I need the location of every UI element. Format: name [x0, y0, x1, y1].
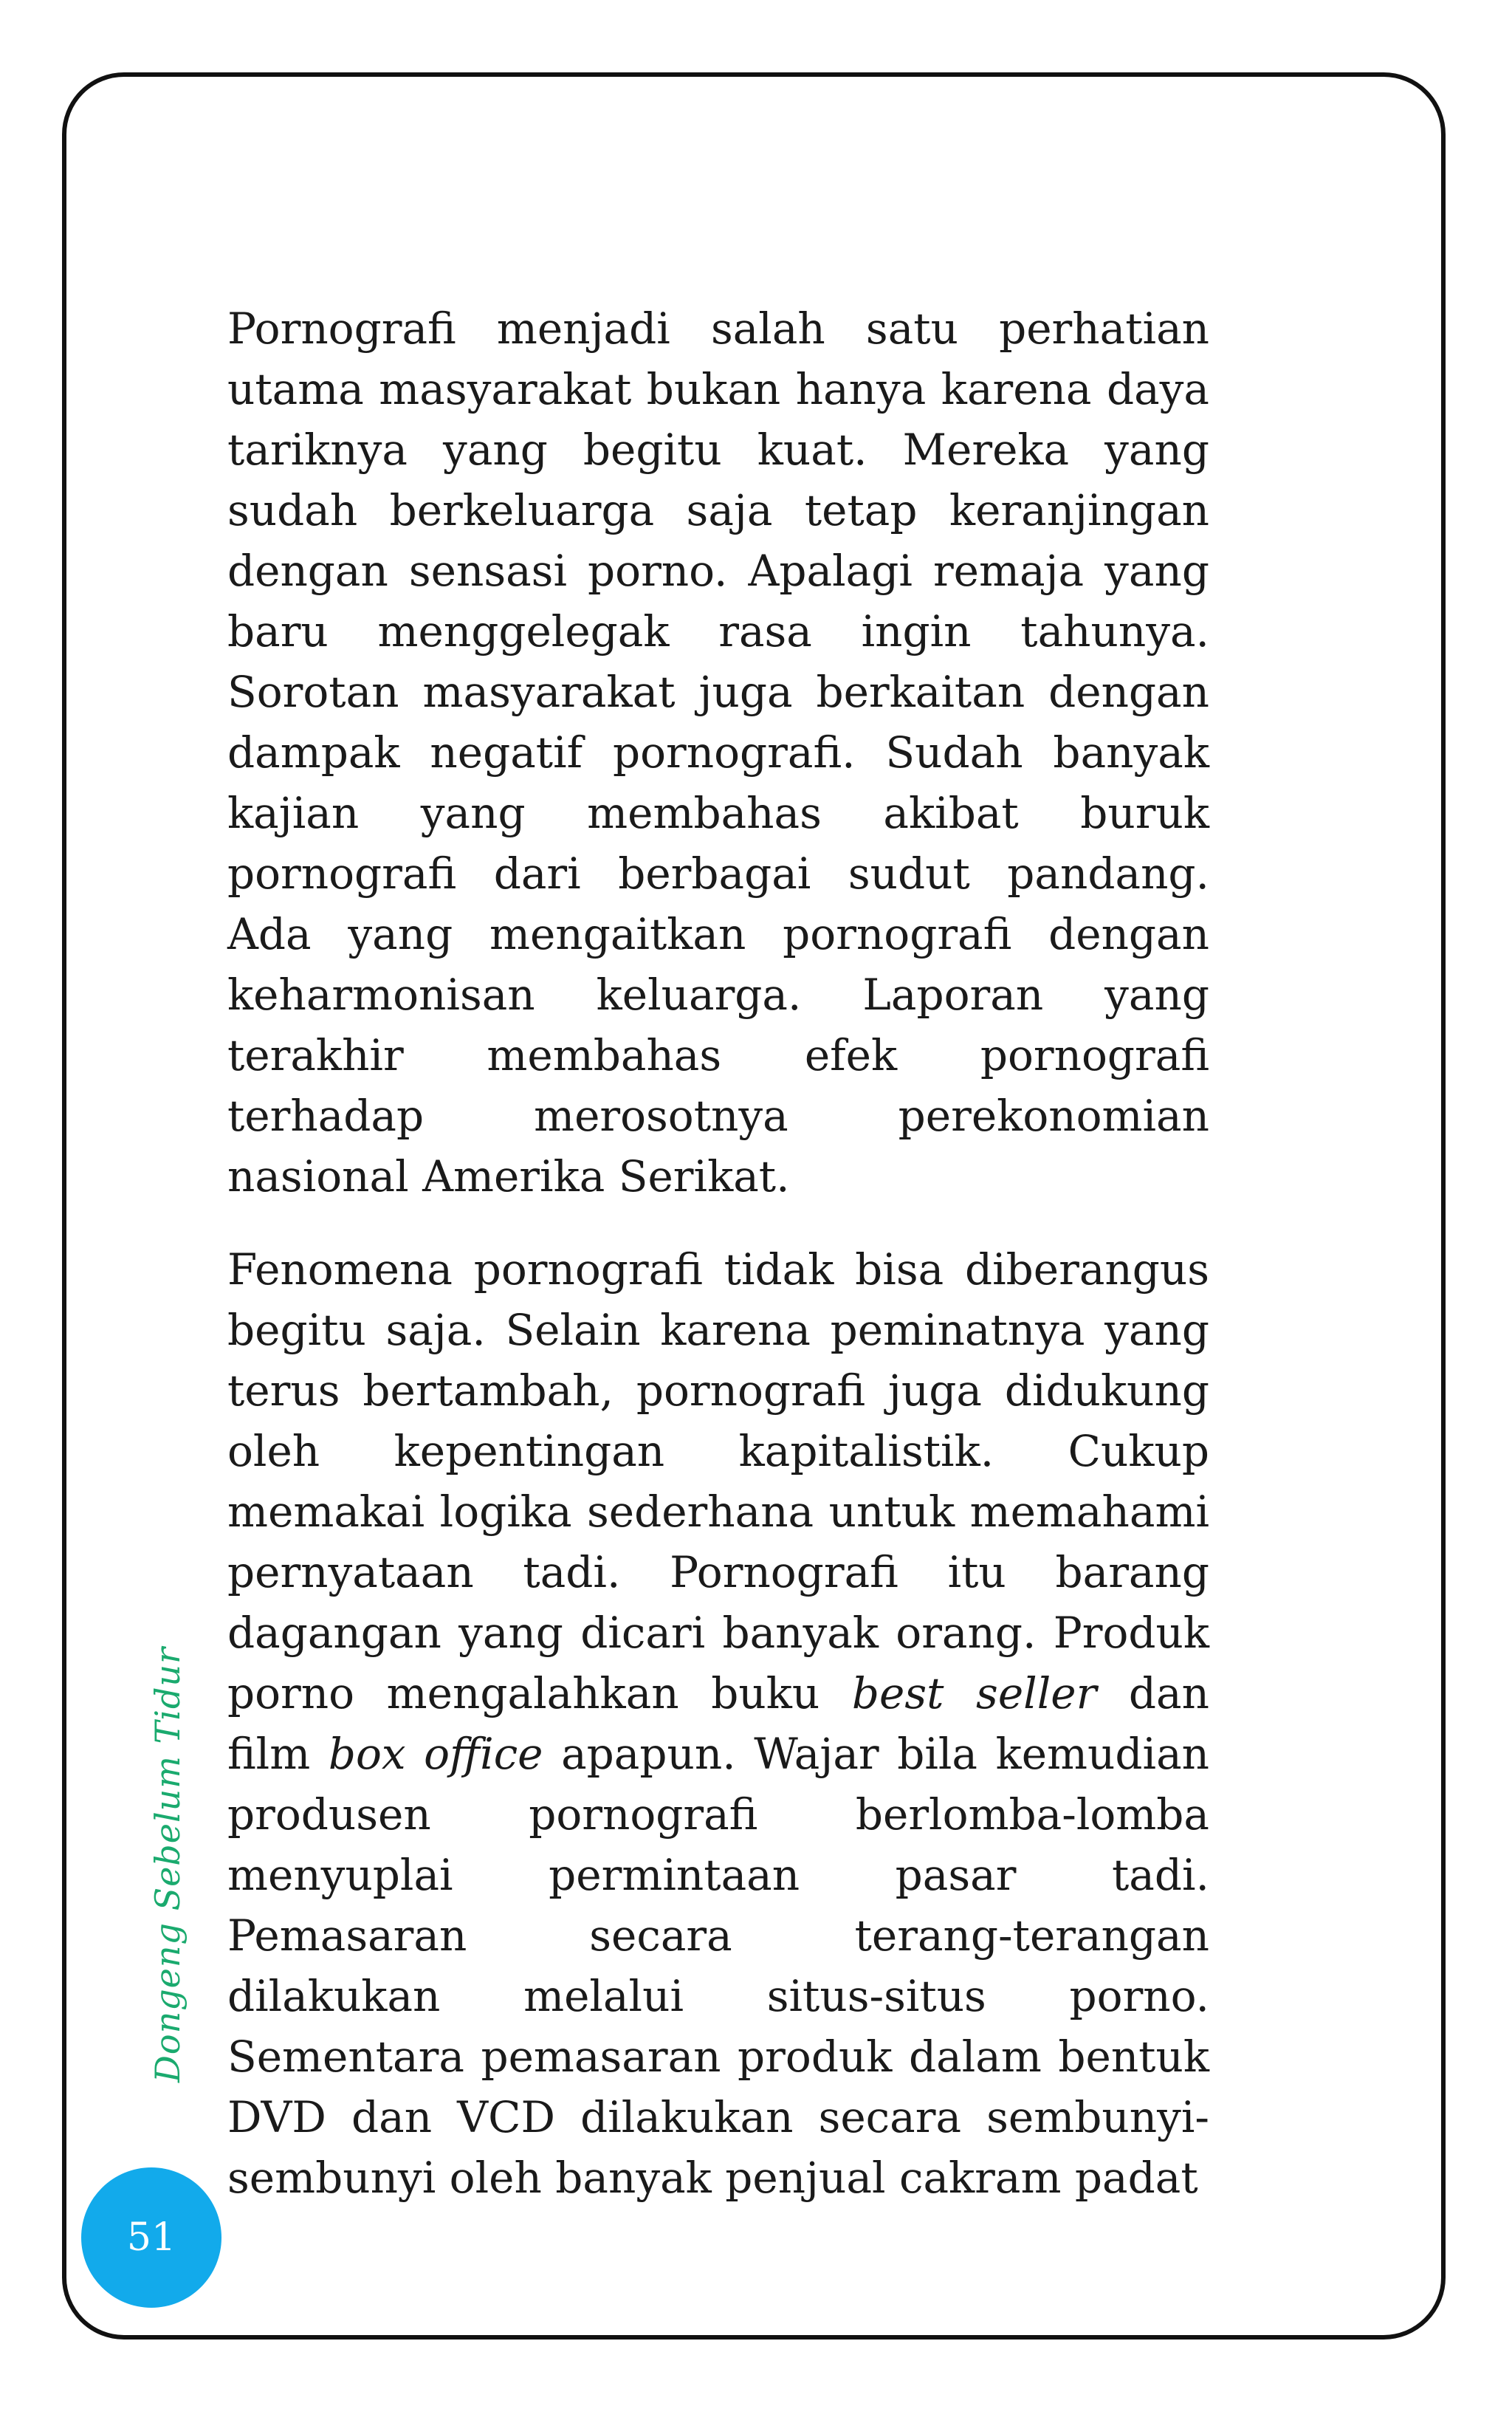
italic-box-office: box office — [328, 1729, 543, 1779]
page-number-badge — [81, 2167, 221, 2308]
body-text — [227, 298, 1209, 2208]
running-title: Dongeng Sebelum Tidur — [148, 1646, 188, 2083]
paragraph-2-part-2: dan film — [227, 1668, 1209, 1779]
paragraph-2 — [227, 1239, 1209, 2208]
paragraph-2-part-1: Fenomena pornografi tidak bisa diberangus begitu saja. Selain karena peminatnya yang terus bertambah, pornografi juga didukung oleh kepentingan kapitalistik. Cukup memakai logika sederhana untuk memahami pernyataan tadi. Pornografi itu barang dagangan yang dicari banyak orang. Produk porno mengalahkan buku — [227, 1244, 1209, 1718]
page-number: 51 — [126, 2215, 176, 2260]
italic-best-seller: best seller — [851, 1668, 1097, 1718]
paragraph-2-part-3: apapun. Wajar bila kemudian produsen pornografi berlomba-lomba menyuplai permintaan pasar tadi. Pemasaran secara terang-terangan dilakukan melalui situs-situs porno. Sementara pemasaran produk dalam bentuk DVD dan VCD dilakukan secara sembunyi-sembunyi oleh banyak penjual cakram padat — [227, 1729, 1210, 2203]
paragraph-1: Pornografi menjadi salah satu perhatian utama masyarakat bukan hanya karena daya tariknya yang begitu kuat. Mereka yang sudah berkeluarga saja tetap keranjingan dengan sensasi porno. Apalagi remaja yang baru menggelegak rasa ingin tahunya. Sorotan masyarakat juga berkaitan dengan dampak negatif pornografi. Sudah banyak kajian yang membahas akibat buruk pornografi dari berbagai sudut pandang. Ada yang mengaitkan pornografi dengan keharmonisan keluarga. Laporan yang terakhir membahas efek pornografi terhadap merosotnya perekonomian nasional Amerika Serikat. — [227, 304, 1209, 1202]
